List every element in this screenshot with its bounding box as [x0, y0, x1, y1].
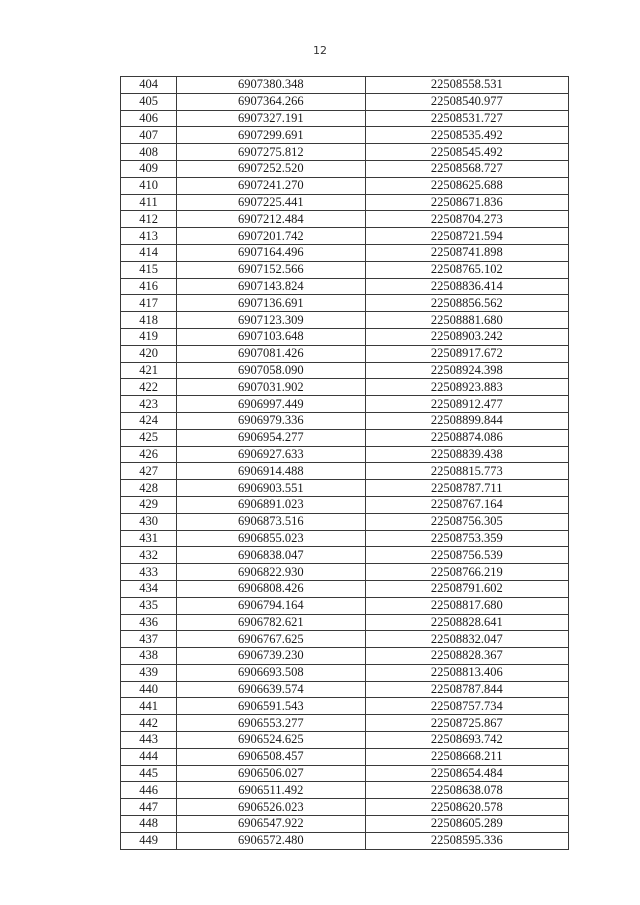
table-row: [121, 547, 569, 564]
table-row: [121, 396, 569, 413]
table-row: [121, 228, 569, 245]
point-number-cell: 442: [121, 715, 177, 732]
y-coordinate-cell: 22508787.711: [365, 480, 568, 497]
table-row: [121, 211, 569, 228]
y-coordinate-cell: 22508832.047: [365, 631, 568, 648]
point-number-cell: 421: [121, 362, 177, 379]
point-number-cell: 446: [121, 782, 177, 799]
x-coordinate-cell: 6907252.520: [177, 160, 365, 177]
point-number-cell: 418: [121, 312, 177, 329]
point-number-cell: 419: [121, 328, 177, 345]
table-row: [121, 446, 569, 463]
table-row: [121, 463, 569, 480]
y-coordinate-cell: 22508753.359: [365, 530, 568, 547]
y-coordinate-cell: 22508765.102: [365, 261, 568, 278]
x-coordinate-cell: 6906572.480: [177, 832, 365, 849]
point-number-cell: 417: [121, 295, 177, 312]
table-row: [121, 160, 569, 177]
y-coordinate-cell: 22508721.594: [365, 228, 568, 245]
y-coordinate-cell: 22508912.477: [365, 396, 568, 413]
table-row: [121, 429, 569, 446]
x-coordinate-cell: 6906591.543: [177, 698, 365, 715]
table-row: [121, 362, 569, 379]
x-coordinate-cell: 6907380.348: [177, 77, 365, 94]
y-coordinate-cell: 22508756.539: [365, 547, 568, 564]
y-coordinate-cell: 22508923.883: [365, 379, 568, 396]
point-number-cell: 409: [121, 160, 177, 177]
x-coordinate-cell: 6907143.824: [177, 278, 365, 295]
y-coordinate-cell: 22508899.844: [365, 412, 568, 429]
table-row: [121, 194, 569, 211]
table-row: [121, 631, 569, 648]
table-row: [121, 698, 569, 715]
x-coordinate-cell: 6906794.164: [177, 597, 365, 614]
x-coordinate-cell: 6907123.309: [177, 312, 365, 329]
table-row: [121, 345, 569, 362]
point-number-cell: 426: [121, 446, 177, 463]
point-number-cell: 406: [121, 110, 177, 127]
x-coordinate-cell: 6907201.742: [177, 228, 365, 245]
table-row: [121, 732, 569, 749]
y-coordinate-cell: 22508813.406: [365, 664, 568, 681]
x-coordinate-cell: 6906693.508: [177, 664, 365, 681]
y-coordinate-cell: 22508815.773: [365, 463, 568, 480]
table-row: [121, 244, 569, 261]
point-number-cell: 423: [121, 396, 177, 413]
y-coordinate-cell: 22508545.492: [365, 144, 568, 161]
point-number-cell: 438: [121, 648, 177, 665]
x-coordinate-cell: 6906526.023: [177, 799, 365, 816]
x-coordinate-cell: 6907081.426: [177, 345, 365, 362]
table-row: [121, 715, 569, 732]
y-coordinate-cell: 22508767.164: [365, 496, 568, 513]
point-number-cell: 441: [121, 698, 177, 715]
y-coordinate-cell: 22508605.289: [365, 816, 568, 833]
point-number-cell: 440: [121, 681, 177, 698]
point-number-cell: 415: [121, 261, 177, 278]
y-coordinate-cell: 22508568.727: [365, 160, 568, 177]
y-coordinate-cell: 22508787.844: [365, 681, 568, 698]
point-number-cell: 408: [121, 144, 177, 161]
table-row: [121, 93, 569, 110]
point-number-cell: 447: [121, 799, 177, 816]
x-coordinate-cell: 6906914.488: [177, 463, 365, 480]
point-number-cell: 422: [121, 379, 177, 396]
y-coordinate-cell: 22508817.680: [365, 597, 568, 614]
x-coordinate-cell: 6906873.516: [177, 513, 365, 530]
table-row: [121, 530, 569, 547]
point-number-cell: 407: [121, 127, 177, 144]
y-coordinate-cell: 22508839.438: [365, 446, 568, 463]
table-row: [121, 379, 569, 396]
point-number-cell: 404: [121, 77, 177, 94]
x-coordinate-cell: 6906553.277: [177, 715, 365, 732]
y-coordinate-cell: 22508791.602: [365, 580, 568, 597]
table-row: [121, 513, 569, 530]
x-coordinate-cell: 6906506.027: [177, 765, 365, 782]
point-number-cell: 428: [121, 480, 177, 497]
x-coordinate-cell: 6906639.574: [177, 681, 365, 698]
coordinates-table-body: [121, 77, 569, 850]
y-coordinate-cell: 22508535.492: [365, 127, 568, 144]
x-coordinate-cell: 6907103.648: [177, 328, 365, 345]
x-coordinate-cell: 6907136.691: [177, 295, 365, 312]
point-number-cell: 444: [121, 748, 177, 765]
y-coordinate-cell: 22508917.672: [365, 345, 568, 362]
x-coordinate-cell: 6906511.492: [177, 782, 365, 799]
y-coordinate-cell: 22508558.531: [365, 77, 568, 94]
y-coordinate-cell: 22508638.078: [365, 782, 568, 799]
x-coordinate-cell: 6906927.633: [177, 446, 365, 463]
point-number-cell: 420: [121, 345, 177, 362]
page-number: 12: [313, 44, 327, 57]
table-row: [121, 648, 569, 665]
table-row: [121, 799, 569, 816]
y-coordinate-cell: 22508828.367: [365, 648, 568, 665]
table-row: [121, 412, 569, 429]
table-row: [121, 765, 569, 782]
table-row: [121, 77, 569, 94]
x-coordinate-cell: 6906767.625: [177, 631, 365, 648]
point-number-cell: 430: [121, 513, 177, 530]
point-number-cell: 427: [121, 463, 177, 480]
x-coordinate-cell: 6906739.230: [177, 648, 365, 665]
y-coordinate-cell: 22508540.977: [365, 93, 568, 110]
table-row: [121, 261, 569, 278]
point-number-cell: 445: [121, 765, 177, 782]
x-coordinate-cell: 6906782.621: [177, 614, 365, 631]
table-row: [121, 832, 569, 849]
y-coordinate-cell: 22508654.484: [365, 765, 568, 782]
x-coordinate-cell: 6907327.191: [177, 110, 365, 127]
table-row: [121, 144, 569, 161]
point-number-cell: 424: [121, 412, 177, 429]
point-number-cell: 431: [121, 530, 177, 547]
point-number-cell: 432: [121, 547, 177, 564]
table-row: [121, 782, 569, 799]
x-coordinate-cell: 6906808.426: [177, 580, 365, 597]
x-coordinate-cell: 6907241.270: [177, 177, 365, 194]
x-coordinate-cell: 6907058.090: [177, 362, 365, 379]
x-coordinate-cell: 6907212.484: [177, 211, 365, 228]
table-row: [121, 564, 569, 581]
point-number-cell: 416: [121, 278, 177, 295]
x-coordinate-cell: 6906508.457: [177, 748, 365, 765]
x-coordinate-cell: 6907164.496: [177, 244, 365, 261]
table-row: [121, 312, 569, 329]
point-number-cell: 429: [121, 496, 177, 513]
x-coordinate-cell: 6906891.023: [177, 496, 365, 513]
table-row: [121, 328, 569, 345]
y-coordinate-cell: 22508874.086: [365, 429, 568, 446]
table-row: [121, 295, 569, 312]
x-coordinate-cell: 6907152.566: [177, 261, 365, 278]
x-coordinate-cell: 6907275.812: [177, 144, 365, 161]
point-number-cell: 437: [121, 631, 177, 648]
table-row: [121, 614, 569, 631]
table-row: [121, 278, 569, 295]
y-coordinate-cell: 22508531.727: [365, 110, 568, 127]
point-number-cell: 405: [121, 93, 177, 110]
table-row: [121, 597, 569, 614]
x-coordinate-cell: 6906855.023: [177, 530, 365, 547]
point-number-cell: 411: [121, 194, 177, 211]
y-coordinate-cell: 22508595.336: [365, 832, 568, 849]
table-row: [121, 496, 569, 513]
x-coordinate-cell: 6906903.551: [177, 480, 365, 497]
y-coordinate-cell: 22508766.219: [365, 564, 568, 581]
y-coordinate-cell: 22508671.836: [365, 194, 568, 211]
table-row: [121, 664, 569, 681]
y-coordinate-cell: 22508693.742: [365, 732, 568, 749]
y-coordinate-cell: 22508625.688: [365, 177, 568, 194]
table-row: [121, 816, 569, 833]
table-row: [121, 748, 569, 765]
y-coordinate-cell: 22508836.414: [365, 278, 568, 295]
point-number-cell: 443: [121, 732, 177, 749]
y-coordinate-cell: 22508828.641: [365, 614, 568, 631]
point-number-cell: 414: [121, 244, 177, 261]
point-number-cell: 410: [121, 177, 177, 194]
x-coordinate-cell: 6906954.277: [177, 429, 365, 446]
x-coordinate-cell: 6906524.625: [177, 732, 365, 749]
point-number-cell: 435: [121, 597, 177, 614]
table-row: [121, 127, 569, 144]
point-number-cell: 439: [121, 664, 177, 681]
x-coordinate-cell: 6906838.047: [177, 547, 365, 564]
table-row: [121, 110, 569, 127]
x-coordinate-cell: 6906979.336: [177, 412, 365, 429]
y-coordinate-cell: 22508668.211: [365, 748, 568, 765]
y-coordinate-cell: 22508741.898: [365, 244, 568, 261]
x-coordinate-cell: 6906997.449: [177, 396, 365, 413]
x-coordinate-cell: 6906822.930: [177, 564, 365, 581]
x-coordinate-cell: 6907299.691: [177, 127, 365, 144]
point-number-cell: 449: [121, 832, 177, 849]
x-coordinate-cell: 6907364.266: [177, 93, 365, 110]
table-row: [121, 681, 569, 698]
table-row: [121, 480, 569, 497]
point-number-cell: 436: [121, 614, 177, 631]
table-row: [121, 177, 569, 194]
point-number-cell: 448: [121, 816, 177, 833]
y-coordinate-cell: 22508903.242: [365, 328, 568, 345]
point-number-cell: 434: [121, 580, 177, 597]
y-coordinate-cell: 22508881.680: [365, 312, 568, 329]
point-number-cell: 425: [121, 429, 177, 446]
x-coordinate-cell: 6907031.902: [177, 379, 365, 396]
y-coordinate-cell: 22508620.578: [365, 799, 568, 816]
x-coordinate-cell: 6906547.922: [177, 816, 365, 833]
y-coordinate-cell: 22508924.398: [365, 362, 568, 379]
coordinates-table: [120, 76, 569, 850]
y-coordinate-cell: 22508757.734: [365, 698, 568, 715]
point-number-cell: 413: [121, 228, 177, 245]
point-number-cell: 412: [121, 211, 177, 228]
x-coordinate-cell: 6907225.441: [177, 194, 365, 211]
table-row: [121, 580, 569, 597]
y-coordinate-cell: 22508856.562: [365, 295, 568, 312]
y-coordinate-cell: 22508756.305: [365, 513, 568, 530]
point-number-cell: 433: [121, 564, 177, 581]
y-coordinate-cell: 22508725.867: [365, 715, 568, 732]
y-coordinate-cell: 22508704.273: [365, 211, 568, 228]
